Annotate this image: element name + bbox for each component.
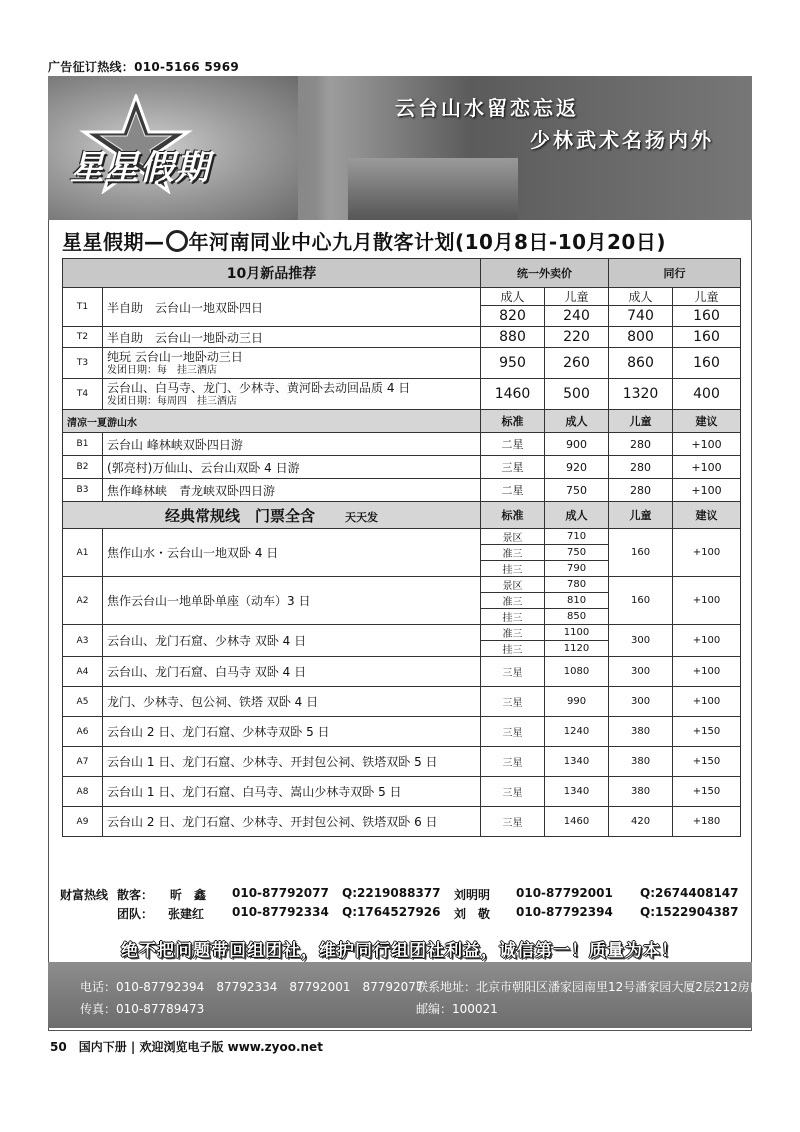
tier-adult: 780 — [545, 577, 609, 593]
tier-std: 准三 — [481, 625, 545, 641]
footer-address: 联系地址：北京市朝阳区潘家园南里12号潘家园大厦2层212房间 — [416, 980, 762, 994]
table-row — [63, 379, 741, 410]
row-std: 三星 — [481, 777, 545, 807]
row-name: 半自助 云台山一地双卧四日 — [103, 288, 481, 327]
row-adult: 1080 — [545, 657, 609, 687]
row-name: 云台山 1 日、龙门石窟、少林寺、开封包公祠、铁塔双卧 5 日 — [103, 747, 481, 777]
tier-std: 挂三 — [481, 609, 545, 625]
contact-name: 刘 敬 — [454, 907, 491, 921]
row-suggest: +150 — [673, 777, 741, 807]
adult-header: 成人 — [545, 502, 609, 529]
tier-std: 准三 — [481, 545, 545, 561]
child-header: 儿童 — [609, 410, 673, 433]
row-name: 焦作峰林峡 青龙峡双卧四日游 — [103, 479, 481, 502]
row-code: A8 — [63, 777, 103, 807]
tier-adult: 790 — [545, 561, 609, 577]
row-name: 云台山、龙门石窟、白马寺 双卧 4 日 — [103, 657, 481, 687]
row-suggest: +180 — [673, 807, 741, 837]
row-adult: 1340 — [545, 747, 609, 777]
contact-qq: Q:1764527926 — [342, 905, 441, 919]
peer-adult: 800 — [609, 327, 673, 348]
row-adult: 920 — [545, 456, 609, 479]
row-code: A6 — [63, 717, 103, 747]
table-row — [63, 348, 741, 379]
footer-phone: 电话：010-87792394 87792334 87792001 87792077 — [80, 980, 424, 994]
row-std: 三星 — [481, 807, 545, 837]
suggest-header: 建议 — [673, 502, 741, 529]
retail-child: 220 — [545, 327, 609, 348]
contact-tel: 010-87792077 — [232, 886, 329, 900]
row-std: 三星 — [481, 657, 545, 687]
retail-child-label: 儿童 — [545, 288, 609, 306]
price-table — [62, 258, 741, 837]
peer-child: 160 — [673, 327, 741, 348]
retail-header: 统一外卖价 — [481, 259, 609, 288]
suggest-header: 建议 — [673, 410, 741, 433]
row-adult: 750 — [545, 479, 609, 502]
row-code: A7 — [63, 747, 103, 777]
row-code: T4 — [63, 379, 103, 410]
row-name-main: 纯玩 云台山一地卧动三日 — [107, 349, 243, 364]
peer-child-label: 儿童 — [673, 288, 741, 306]
tier-std: 景区 — [481, 577, 545, 593]
row-child: 380 — [609, 717, 673, 747]
row-std: 三星 — [481, 747, 545, 777]
row-name: 云台山 2 日、龙门石窟、少林寺、开封包公祠、铁塔双卧 6 日 — [103, 807, 481, 837]
retail-adult: 820 — [481, 306, 545, 327]
row-suggest: +100 — [673, 529, 741, 577]
row-suggest: +100 — [673, 577, 741, 625]
table-row — [63, 529, 741, 545]
std-header: 标准 — [481, 410, 545, 433]
plan-title-before: 星星假期— — [62, 230, 165, 254]
section2-title: 清凉一夏游山水 — [63, 410, 481, 433]
contact-name: 昕 鑫 — [170, 888, 207, 902]
tier-std: 挂三 — [481, 641, 545, 657]
brand-title: 星星假期 — [70, 148, 210, 188]
row-suggest: +100 — [673, 687, 741, 717]
row-std: 二星 — [481, 433, 545, 456]
row-child: 300 — [609, 625, 673, 657]
peer-adult: 1320 — [609, 379, 673, 410]
row-name — [103, 379, 481, 410]
contact-tel: 010-87792334 — [232, 905, 329, 919]
section1-header — [63, 259, 741, 288]
table-row — [63, 807, 741, 837]
tier-std: 挂三 — [481, 561, 545, 577]
row-std: 三星 — [481, 717, 545, 747]
row-child: 280 — [609, 456, 673, 479]
table-row — [63, 456, 741, 479]
row-suggest: +150 — [673, 747, 741, 777]
table-row — [63, 327, 741, 348]
page-footer: 50 国内下册 | 欢迎浏览电子版 www.zyoo.net — [50, 1040, 323, 1054]
section1-subheader — [63, 288, 741, 306]
retail-child: 500 — [545, 379, 609, 410]
row-code: A2 — [63, 577, 103, 625]
row-name: 云台山、龙门石窟、少林寺 双卧 4 日 — [103, 625, 481, 657]
row-std: 三星 — [481, 687, 545, 717]
row-child: 300 — [609, 657, 673, 687]
row-child: 380 — [609, 747, 673, 777]
row-name: 龙门、少林寺、包公祠、铁塔 双卧 4 日 — [103, 687, 481, 717]
contact-name: 刘明明 — [454, 888, 491, 902]
row-code: A5 — [63, 687, 103, 717]
row-adult: 990 — [545, 687, 609, 717]
row-child: 160 — [609, 529, 673, 577]
retail-child: 240 — [545, 306, 609, 327]
contact-type: 团队： — [117, 907, 154, 921]
tier-adult: 810 — [545, 593, 609, 609]
row-code: A1 — [63, 529, 103, 577]
table-row — [63, 687, 741, 717]
row-suggest: +100 — [673, 433, 741, 456]
retail-adult: 950 — [481, 348, 545, 379]
plan-title-after: 年河南同业中心九月散客计划(10月8日-10月20日) — [188, 230, 666, 254]
table-row — [63, 777, 741, 807]
tier-adult: 750 — [545, 545, 609, 561]
row-name: 焦作云台山一地单卧单座（动车）3 日 — [103, 577, 481, 625]
row-std: 三星 — [481, 456, 545, 479]
contact-tel: 010-87792394 — [516, 905, 613, 919]
row-code: T1 — [63, 288, 103, 327]
row-code: B3 — [63, 479, 103, 502]
contact-qq: Q:2219088377 — [342, 886, 441, 900]
section2-header — [63, 410, 741, 433]
row-code: B1 — [63, 433, 103, 456]
retail-adult: 880 — [481, 327, 545, 348]
row-name-main: 云台山、白马寺、龙门、少林寺、黄河卧去动回品质 4 日 — [107, 380, 411, 395]
row-name: 云台山 峰林峡双卧四日游 — [103, 433, 481, 456]
tier-adult: 1100 — [545, 625, 609, 641]
peer-child: 160 — [673, 348, 741, 379]
tier-adult: 710 — [545, 529, 609, 545]
peer-adult: 860 — [609, 348, 673, 379]
row-adult: 900 — [545, 433, 609, 456]
row-adult: 1340 — [545, 777, 609, 807]
table-row — [63, 625, 741, 641]
row-code: B2 — [63, 456, 103, 479]
table-row — [63, 479, 741, 502]
contact-qq: Q:2674408147 — [640, 886, 739, 900]
section3-note: 天天发 — [345, 510, 379, 524]
row-child: 420 — [609, 807, 673, 837]
slogan-2: 少林武术名扬内外 — [530, 128, 714, 152]
section1-title: 10月新品推荐 — [63, 259, 481, 288]
section3-header — [63, 502, 741, 529]
child-header: 儿童 — [609, 502, 673, 529]
adult-header: 成人 — [545, 410, 609, 433]
row-name-sub: 发团日期：每周四 挂三酒店 — [107, 395, 237, 407]
row-adult: 1240 — [545, 717, 609, 747]
row-code: T2 — [63, 327, 103, 348]
row-child: 300 — [609, 687, 673, 717]
row-suggest: +100 — [673, 657, 741, 687]
quality-slogan: 绝不把问题带回组团社，维护同行组团社利益，诚信第一！质量为本！ — [121, 941, 679, 961]
table-row — [63, 747, 741, 777]
row-child: 160 — [609, 577, 673, 625]
retail-adult: 1460 — [481, 379, 545, 410]
tier-adult: 1120 — [545, 641, 609, 657]
row-name: 半自助 云台山一地卧动三日 — [103, 327, 481, 348]
temple-photo — [348, 158, 518, 220]
contacts-label: 财富热线 — [60, 888, 109, 902]
contact-qq: Q:1522904387 — [640, 905, 739, 919]
dragon-icon — [166, 230, 188, 252]
table-row — [63, 717, 741, 747]
peer-adult: 740 — [609, 306, 673, 327]
table-row — [63, 433, 741, 456]
row-code: T3 — [63, 348, 103, 379]
row-name — [103, 348, 481, 379]
peer-child: 160 — [673, 306, 741, 327]
row-code: A3 — [63, 625, 103, 657]
tier-std: 景区 — [481, 529, 545, 545]
contact-tel: 010-87792001 — [516, 886, 613, 900]
tier-adult: 850 — [545, 609, 609, 625]
table-row — [63, 577, 741, 593]
plan-title — [62, 226, 666, 255]
retail-adult-label: 成人 — [481, 288, 545, 306]
table-row — [63, 657, 741, 687]
contact-name: 张建红 — [168, 907, 205, 921]
row-name: (郭亮村)万仙山、云台山双卧 4 日游 — [103, 456, 481, 479]
row-name: 云台山 1 日、龙门石窟、白马寺、嵩山少林寺双卧 5 日 — [103, 777, 481, 807]
peer-child: 400 — [673, 379, 741, 410]
section3-title — [63, 502, 481, 529]
row-suggest: +100 — [673, 479, 741, 502]
row-name-sub: 发团日期：每 挂三酒店 — [107, 364, 217, 376]
row-name: 焦作山水・云台山一地双卧 4 日 — [103, 529, 481, 577]
slogan-1: 云台山水留恋忘返 — [395, 96, 579, 120]
tier-std: 准三 — [481, 593, 545, 609]
row-name: 云台山 2 日、龙门石窟、少林寺双卧 5 日 — [103, 717, 481, 747]
footer-bar — [48, 962, 762, 1028]
row-child: 280 — [609, 479, 673, 502]
retail-child: 260 — [545, 348, 609, 379]
row-suggest: +100 — [673, 456, 741, 479]
footer-postcode: 邮编：100021 — [416, 1002, 498, 1016]
peer-header: 同行 — [609, 259, 741, 288]
footer-fax: 传真：010-87789473 — [80, 1002, 205, 1016]
contact-type: 散客： — [117, 888, 154, 902]
ad-hotline: 广告征订热线：010-5166 5969 — [48, 60, 240, 74]
row-suggest: +100 — [673, 625, 741, 657]
row-child: 380 — [609, 777, 673, 807]
std-header: 标准 — [481, 502, 545, 529]
row-adult: 1460 — [545, 807, 609, 837]
row-code: A4 — [63, 657, 103, 687]
row-child: 280 — [609, 433, 673, 456]
section3-title-text: 经典常规线 门票全含 — [164, 506, 315, 525]
row-code: A9 — [63, 807, 103, 837]
row-suggest: +150 — [673, 717, 741, 747]
peer-adult-label: 成人 — [609, 288, 673, 306]
row-std: 二星 — [481, 479, 545, 502]
